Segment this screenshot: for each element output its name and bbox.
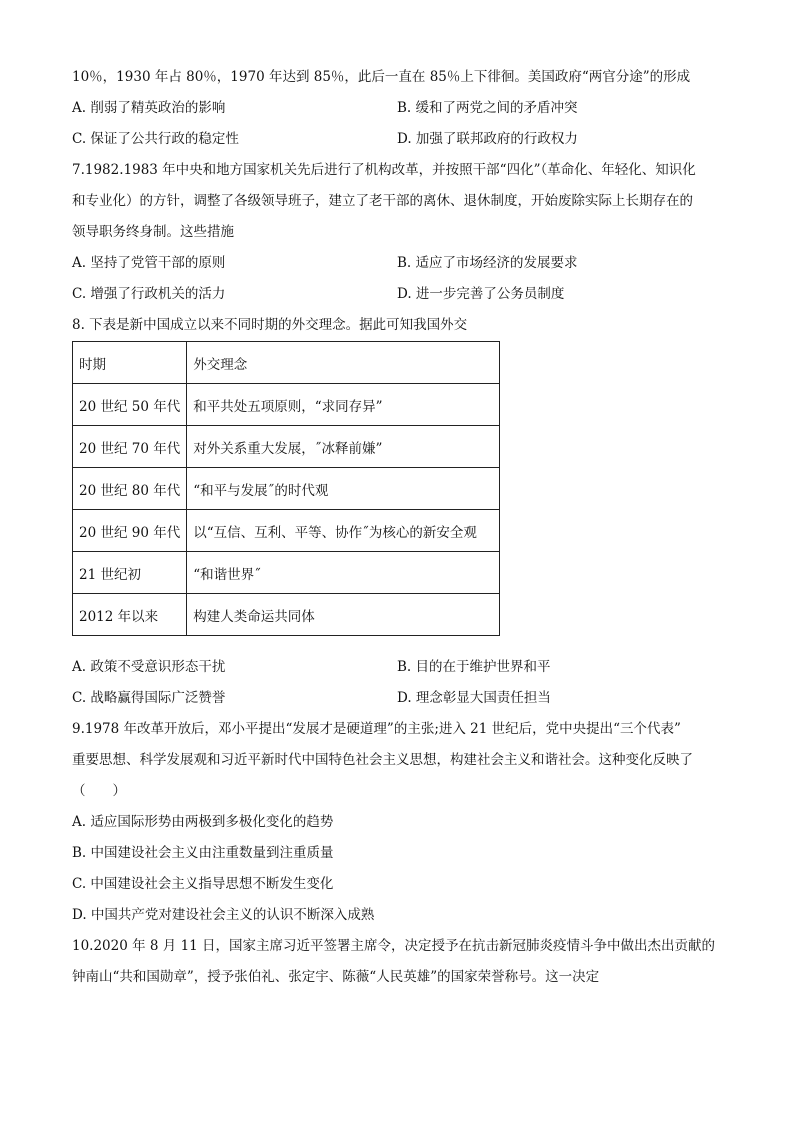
table-row <box>73 552 500 594</box>
table-cell: 和平共处五项原则，“求同存异” <box>187 384 500 426</box>
table-row <box>73 468 500 510</box>
table-row <box>73 426 500 468</box>
q8-option-c: C. 战略赢得国际广泛赞誉 <box>72 690 226 706</box>
q6-option-d: D. 加强了联邦政府的行政权力 <box>397 131 578 147</box>
q7-option-a: A. 坚持了党管干部的原则 <box>72 255 226 271</box>
q6-stem-tail: 10％，1930 年占 80％，1970 年达到 85％，此后一直在 85％上下徘徊。美国政府“两官分途”的形成 <box>72 69 691 85</box>
table-cell: “和平与发展˝的时代观 <box>187 468 500 510</box>
q7-option-b: B. 适应了市场经济的发展要求 <box>397 255 578 271</box>
table-cell: 对外关系重大发展，˝冰释前嫌” <box>187 426 500 468</box>
q10-stem-line-1: 10.2020 年 8 月 11 日，国家主席习近平签署主席令，决定授予在抗击新冠肺炎疫情斗争中做出杰出贡献的 <box>72 938 716 954</box>
q8-option-d: D. 理念彰显大国责任担当 <box>397 690 551 706</box>
q9-option-d: D. 中国共产党对建设社会主义的认识不断深入成熟 <box>72 907 375 923</box>
q7-options-row-2 <box>72 279 722 310</box>
q9-option-c: C. 中国建设社会主义指导思想不断发生变化 <box>72 876 334 892</box>
q7-stem-line-2: 和专业化）的方针，调整了各级领导班子，建立了老干部的离休、退休制度，开始废除实际上长期存在的 <box>72 193 693 209</box>
q7-options-row-1 <box>72 248 722 279</box>
q7-stem-line-1: 7.1982.1983 年中央和地方国家机关先后进行了机构改革，并按照干部“四化”（革命化、年轻化、知识化 <box>72 162 696 178</box>
table-cell: “和谐世界˝ <box>187 552 500 594</box>
q9-option-b: B. 中国建设社会主义由注重数量到注重质量 <box>72 845 334 861</box>
q10-stem-line-2: 钟南山“共和国勋章”，授予张伯礼、张定宇、陈薇“人民英雄”的国家荣誉称号。这一决定 <box>72 969 600 985</box>
table-cell: 以“互信、互利、平等、协作˝为核心的新安全观 <box>187 510 500 552</box>
table-cell: 20 世纪 90 年代 <box>73 510 187 552</box>
table-cell: 20 世纪 80 年代 <box>73 468 187 510</box>
table-cell: 20 世纪 70 年代 <box>73 426 187 468</box>
q8-option-a: A. 政策不受意识形态干扰 <box>72 659 226 675</box>
table-cell: 21 世纪初 <box>73 552 187 594</box>
q6-option-b: B. 缓和了两党之间的矛盾冲突 <box>397 100 578 116</box>
table-cell: 构建人类命运共同体 <box>187 594 500 636</box>
q9-stem-line-3: （ ） <box>72 783 126 799</box>
table-row <box>73 384 500 426</box>
table-header-cell: 时期 <box>73 342 187 384</box>
table-header-row <box>73 342 500 384</box>
table-cell: 20 世纪 50 年代 <box>73 384 187 426</box>
diplomacy-table <box>72 341 500 636</box>
table-row <box>73 594 500 636</box>
q6-options-row-2 <box>72 124 722 155</box>
q7-option-d: D. 进一步完善了公务员制度 <box>397 286 565 302</box>
q8-options-row-1 <box>72 652 722 683</box>
spacer <box>72 644 722 652</box>
q9-stem-line-1: 9.1978 年改革开放后，邓小平提出“发展才是硬道理”的主张;进入 21 世纪后，党中央提出“三个代表” <box>72 721 681 737</box>
q9-option-a: A. 适应国际形势由两极到多极化变化的趋势 <box>72 814 334 830</box>
table-cell: 2012 年以来 <box>73 594 187 636</box>
q8-option-b: B. 目的在于维护世界和平 <box>397 659 551 675</box>
q7-stem-line-3: 领导职务终身制。这些措施 <box>72 224 234 240</box>
exam-page <box>72 62 722 993</box>
table-row <box>73 510 500 552</box>
q9-stem-line-2: 重要思想、科学发展观和习近平新时代中国特色社会主义思想，构建社会主义和谐社会。这种变化反映了 <box>72 752 693 768</box>
q6-option-a: A. 削弱了精英政治的影响 <box>72 100 226 116</box>
table-header-cell: 外交理念 <box>187 342 500 384</box>
q8-stem: 8. 下表是新中国成立以来不同时期的外交理念。据此可知我国外交 <box>72 317 468 333</box>
q7-option-c: C. 增强了行政机关的活力 <box>72 286 226 302</box>
q6-option-c: C. 保证了公共行政的稳定性 <box>72 131 239 147</box>
q8-options-row-2 <box>72 683 722 714</box>
q6-options-row-1 <box>72 93 722 124</box>
